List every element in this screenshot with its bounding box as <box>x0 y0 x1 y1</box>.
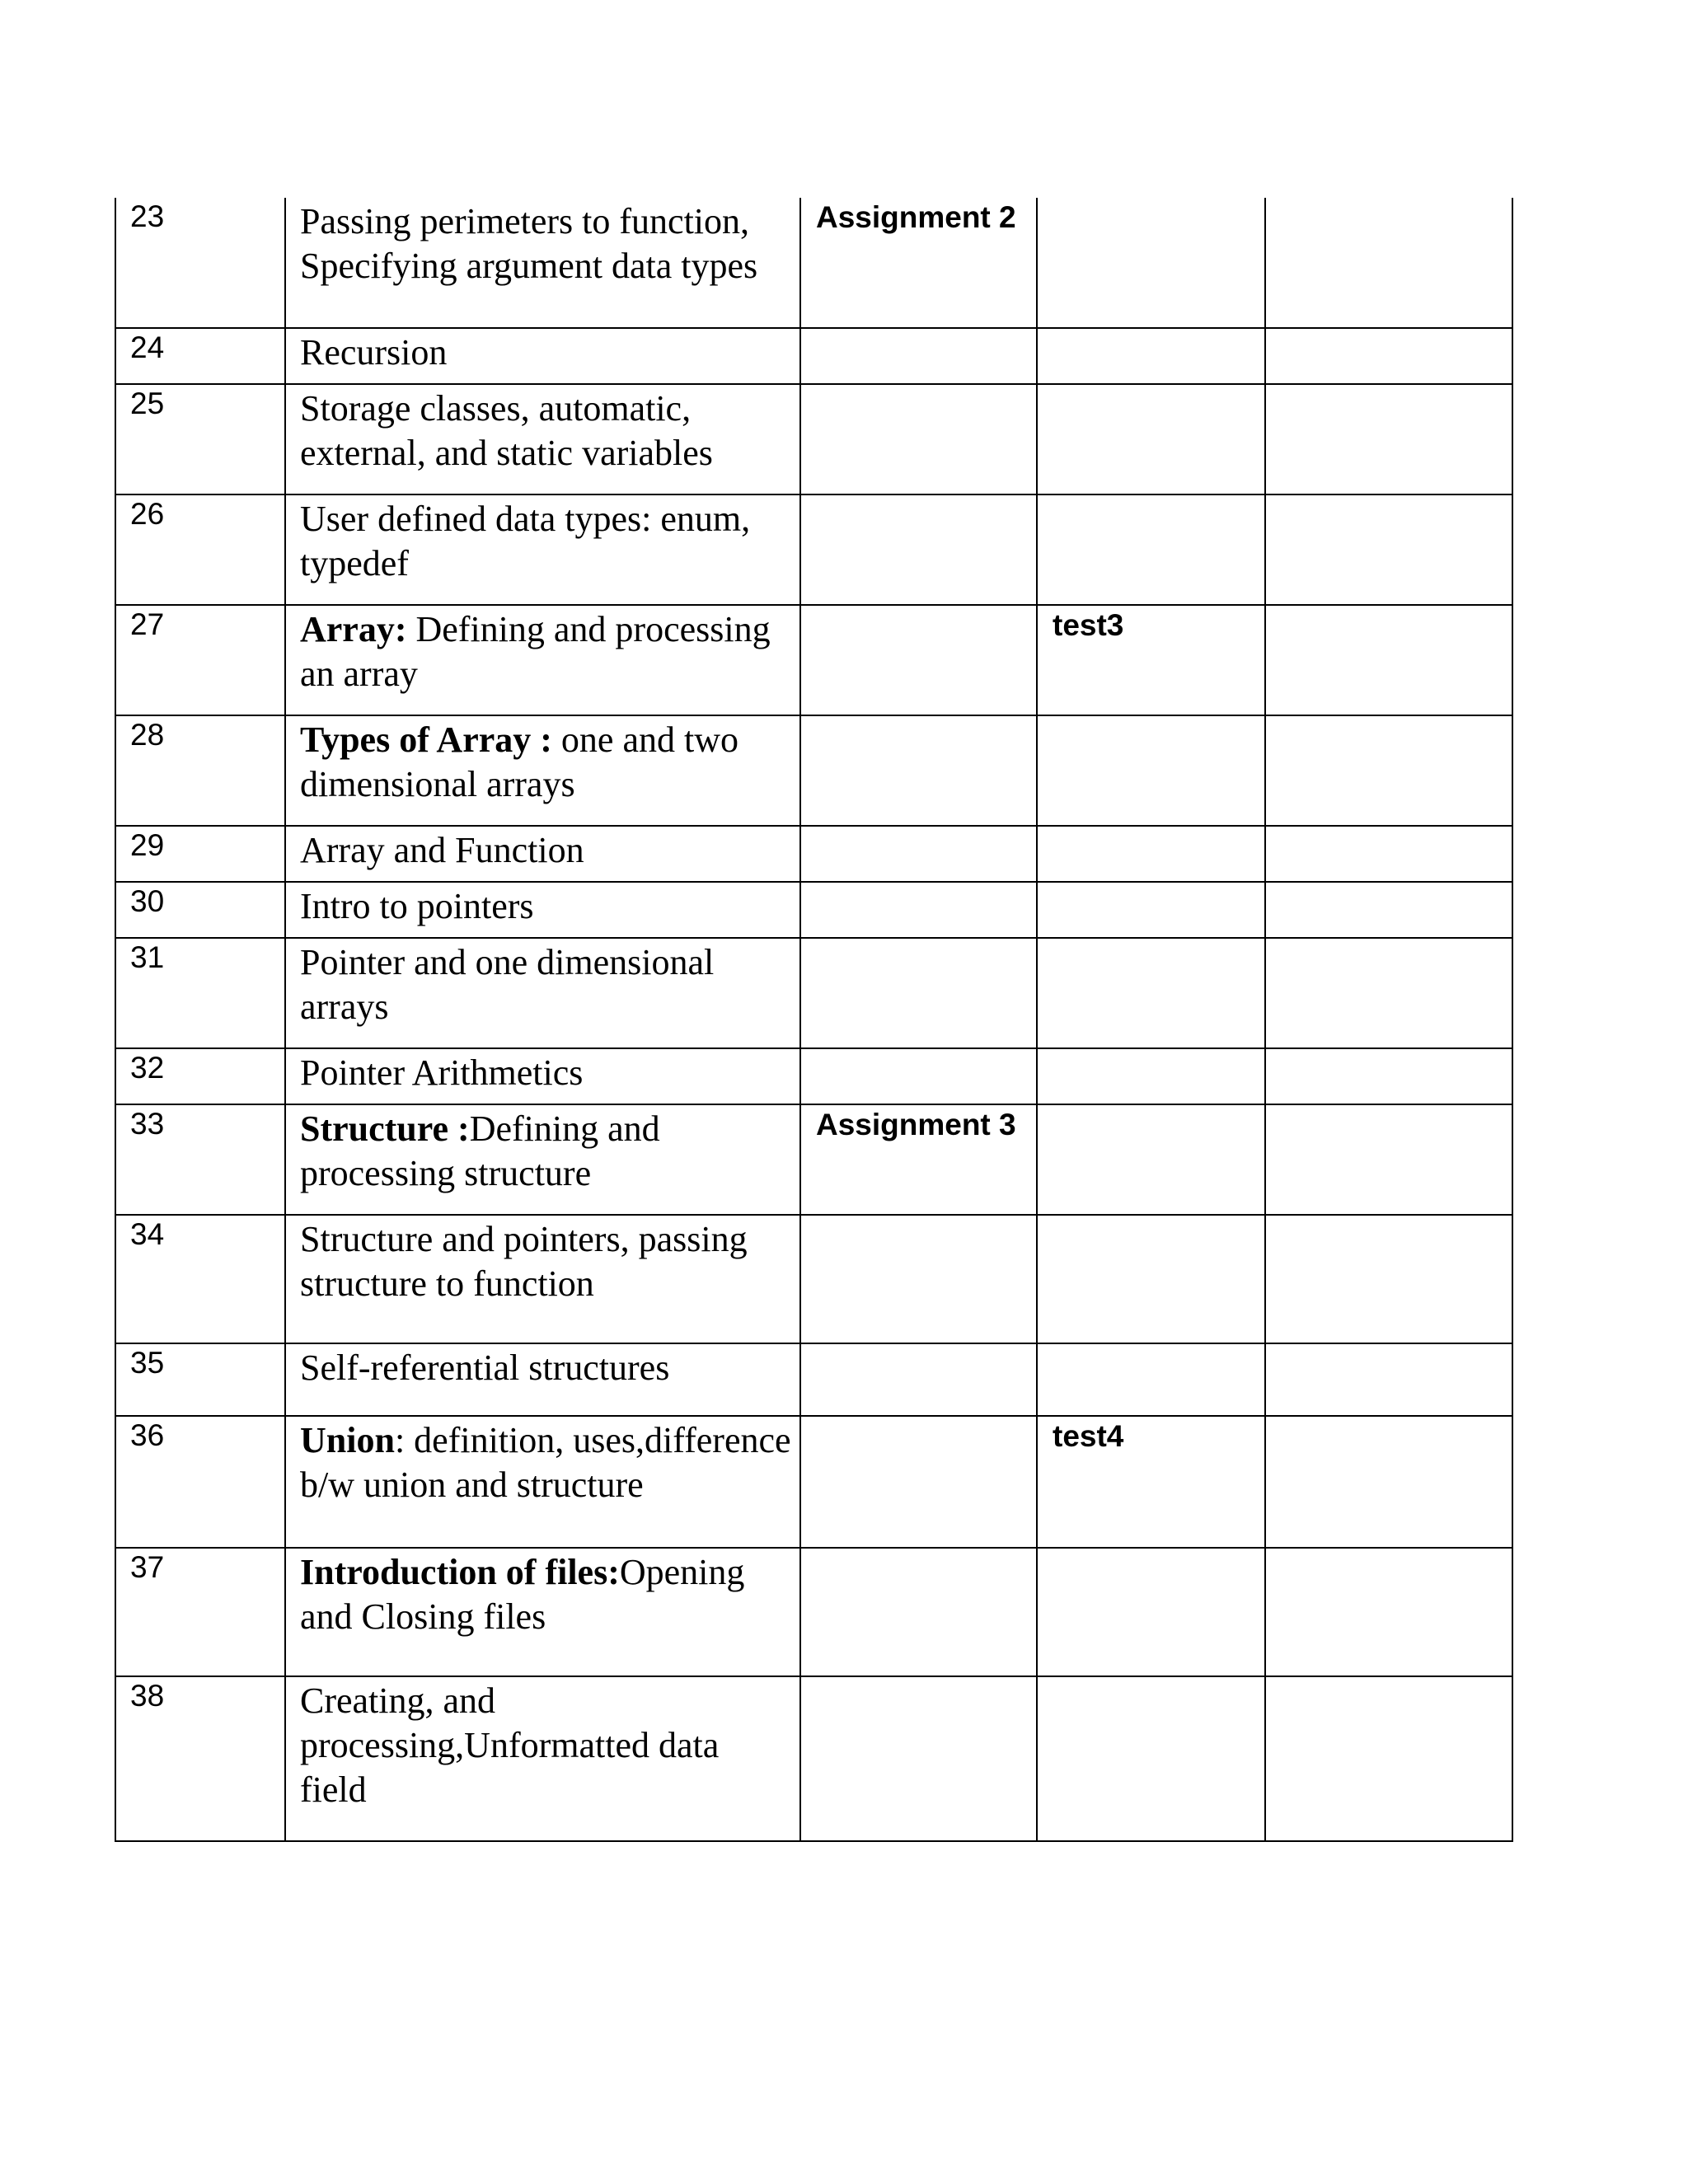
assignment-cell: Assignment 2 <box>800 198 1037 328</box>
test-cell: test3 <box>1037 605 1265 715</box>
assignment-cell <box>800 328 1037 384</box>
remarks-cell <box>1265 1343 1512 1416</box>
test-cell <box>1037 1676 1265 1841</box>
test-cell <box>1037 1215 1265 1343</box>
table-row <box>115 198 1512 328</box>
topic-cell <box>285 882 800 938</box>
table-row <box>115 1548 1512 1676</box>
row-number-cell: 37 <box>115 1548 285 1676</box>
row-number-cell: 23 <box>115 198 285 328</box>
row-number-cell: 30 <box>115 882 285 938</box>
test-cell: test4 <box>1037 1416 1265 1548</box>
topic-description: Opening and Closing files <box>300 1552 745 1637</box>
assignment-cell <box>800 1676 1037 1841</box>
topic-text <box>300 1549 791 1639</box>
topic-cell <box>285 1104 800 1215</box>
row-number-cell: 26 <box>115 494 285 605</box>
assignment-cell <box>800 826 1037 882</box>
remarks-cell <box>1265 1548 1512 1676</box>
table-row <box>115 1343 1512 1416</box>
topic-description: Self-referential structures <box>300 1347 670 1388</box>
topic-text <box>300 606 791 696</box>
table-row <box>115 1416 1512 1548</box>
test-cell <box>1037 1343 1265 1416</box>
topic-text <box>300 198 791 288</box>
topic-text <box>300 1344 791 1390</box>
topic-cell <box>285 1343 800 1416</box>
test-cell <box>1037 938 1265 1048</box>
row-number-cell: 29 <box>115 826 285 882</box>
test-cell <box>1037 328 1265 384</box>
table-row <box>115 1104 1512 1215</box>
row-number-cell: 35 <box>115 1343 285 1416</box>
topic-cell <box>285 494 800 605</box>
topic-text <box>300 1049 791 1095</box>
topic-description: one and two dimensional arrays <box>300 719 738 804</box>
assignment-cell <box>800 605 1037 715</box>
table-row <box>115 605 1512 715</box>
topic-cell <box>285 1676 800 1841</box>
remarks-cell <box>1265 882 1512 938</box>
remarks-cell <box>1265 715 1512 826</box>
table-row <box>115 938 1512 1048</box>
topic-heading: Types of Array : <box>300 719 552 760</box>
assignment-cell <box>800 494 1037 605</box>
topic-cell <box>285 384 800 494</box>
topic-text <box>300 716 791 807</box>
topic-description: Pointer and one dimensional arrays <box>300 942 715 1027</box>
topic-text <box>300 1105 791 1196</box>
row-number-cell: 34 <box>115 1215 285 1343</box>
row-number-cell: 31 <box>115 938 285 1048</box>
test-cell <box>1037 715 1265 826</box>
assignment-cell <box>800 1343 1037 1416</box>
topic-cell <box>285 826 800 882</box>
row-number-cell: 24 <box>115 328 285 384</box>
assignment-cell <box>800 1548 1037 1676</box>
assignment-cell <box>800 1416 1037 1548</box>
topic-cell <box>285 938 800 1048</box>
topic-text <box>300 1677 791 1812</box>
table-row <box>115 328 1512 384</box>
row-number-cell: 27 <box>115 605 285 715</box>
table-row <box>115 384 1512 494</box>
remarks-cell <box>1265 384 1512 494</box>
row-number-cell: 36 <box>115 1416 285 1548</box>
topic-cell <box>285 1215 800 1343</box>
remarks-cell <box>1265 1104 1512 1215</box>
assignment-cell: Assignment 3 <box>800 1104 1037 1215</box>
topic-cell <box>285 328 800 384</box>
assignment-cell <box>800 1215 1037 1343</box>
topic-heading: Structure : <box>300 1108 470 1149</box>
remarks-cell <box>1265 494 1512 605</box>
topic-text <box>300 329 791 375</box>
table-row <box>115 826 1512 882</box>
test-cell <box>1037 494 1265 605</box>
topic-heading: Union <box>300 1420 395 1460</box>
row-number-cell: 25 <box>115 384 285 494</box>
remarks-cell <box>1265 1048 1512 1104</box>
topic-cell <box>285 715 800 826</box>
topic-description: Defining and processing an array <box>300 609 771 694</box>
test-cell <box>1037 384 1265 494</box>
test-cell <box>1037 1048 1265 1104</box>
topic-description: Storage classes, automatic, external, and static variables <box>300 388 713 473</box>
topic-cell <box>285 1416 800 1548</box>
topic-description: Defining and processing structure <box>300 1108 660 1193</box>
remarks-cell <box>1265 1416 1512 1548</box>
table-row <box>115 882 1512 938</box>
test-cell <box>1037 1548 1265 1676</box>
test-cell <box>1037 1104 1265 1215</box>
topic-text <box>300 1216 791 1306</box>
topic-heading: Array: <box>300 609 407 649</box>
topic-description: Structure and pointers, passing structure to function <box>300 1219 748 1304</box>
table-row <box>115 715 1512 826</box>
row-number-cell: 32 <box>115 1048 285 1104</box>
remarks-cell <box>1265 1676 1512 1841</box>
topic-description: Array and Function <box>300 830 584 870</box>
topic-text <box>300 883 791 929</box>
topic-description: Passing perimeters to function, Specifying argument data types <box>300 201 758 286</box>
table-row <box>115 494 1512 605</box>
topic-text <box>300 827 791 873</box>
assignment-cell <box>800 882 1037 938</box>
remarks-cell <box>1265 605 1512 715</box>
table-row <box>115 1215 1512 1343</box>
assignment-cell <box>800 715 1037 826</box>
topic-cell <box>285 198 800 328</box>
topic-description: : definition, uses,difference b/w union and structure <box>300 1420 791 1505</box>
topic-cell <box>285 1048 800 1104</box>
topic-text <box>300 1417 791 1507</box>
row-number-cell: 38 <box>115 1676 285 1841</box>
test-cell <box>1037 882 1265 938</box>
remarks-cell <box>1265 938 1512 1048</box>
topic-cell <box>285 605 800 715</box>
test-cell <box>1037 198 1265 328</box>
test-cell <box>1037 826 1265 882</box>
table-row <box>115 1048 1512 1104</box>
assignment-cell <box>800 384 1037 494</box>
assignment-cell <box>800 938 1037 1048</box>
topic-text <box>300 385 791 476</box>
remarks-cell <box>1265 198 1512 328</box>
topic-heading: Introduction of files: <box>300 1552 620 1592</box>
remarks-cell <box>1265 1215 1512 1343</box>
topic-text <box>300 939 791 1029</box>
topic-cell <box>285 1548 800 1676</box>
topic-description: Intro to pointers <box>300 886 534 926</box>
topic-description: User defined data types: enum, typedef <box>300 499 751 583</box>
remarks-cell <box>1265 826 1512 882</box>
table-row <box>115 1676 1512 1841</box>
table-body <box>115 198 1512 1841</box>
topic-description: Creating, and processing,Unformatted data field <box>300 1680 720 1810</box>
lesson-plan-table <box>115 198 1513 1842</box>
topic-description: Recursion <box>300 332 448 373</box>
row-number-cell: 33 <box>115 1104 285 1215</box>
remarks-cell <box>1265 328 1512 384</box>
topic-text <box>300 495 791 586</box>
row-number-cell: 28 <box>115 715 285 826</box>
assignment-cell <box>800 1048 1037 1104</box>
topic-description: Pointer Arithmetics <box>300 1052 584 1093</box>
